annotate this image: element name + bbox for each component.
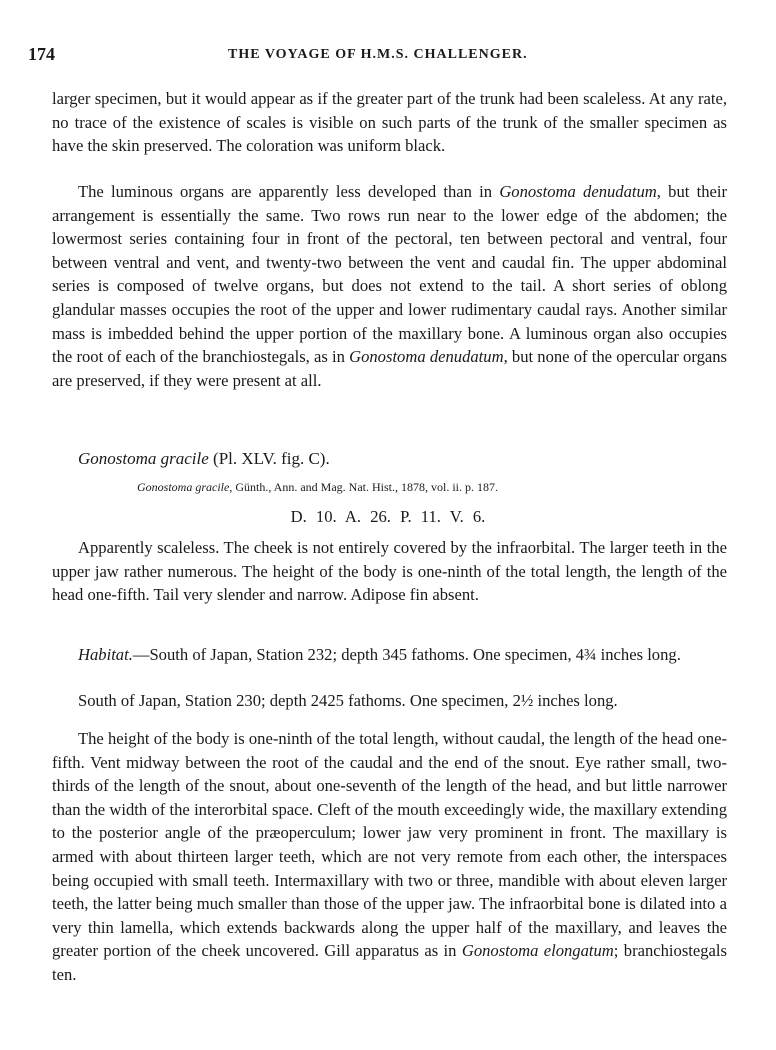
habitat-line-2 <box>52 689 727 713</box>
luminous-text-1: The luminous organs are apparently less developed than in <box>78 182 500 201</box>
luminous-organs-paragraph <box>52 180 727 392</box>
intro-text: larger specimen, but it would appear as if the greater part of the trunk had been scaleless. At any rate, no trace of the existence of scales is visible on such parts of the trunk of the smaller specimen as have the skin preserved. The coloration was uniform black. <box>52 89 727 156</box>
species-description-text: Apparently scaleless. The cheek is not entirely covered by the infraorbital. The larger teeth in the upper jaw rather numerous. The height of the body is one-ninth of the total length, the length of the head one-fifth. Tail very slender and narrow. Adipose fin absent. <box>52 538 727 605</box>
luminous-text-3: , but none of the opercular organs are preserved, if they were present at all. <box>52 347 727 390</box>
habitat-text-1: —South of Japan, Station 232; depth 345 fathoms. One specimen, 4¾ inches long. <box>132 645 681 664</box>
body-text-2: ; branchiostegals ten. <box>52 941 727 984</box>
species-ref-italic: Gonostoma denudatum <box>499 182 657 201</box>
page-number: 174 <box>28 44 55 64</box>
habitat-text-2: South of Japan, Station 230; depth 2425 fathoms. One specimen, 2½ inches long. <box>78 691 618 710</box>
habitat-label: Habitat. <box>78 645 133 664</box>
body-description-paragraph <box>52 727 727 987</box>
species-heading <box>78 448 330 470</box>
species-ref-italic: Gonostoma elongatum <box>461 941 614 961</box>
citation-source: , Günth., Ann. and Mag. Nat. Hist., 1878, vol. ii. p. 187. <box>229 480 498 494</box>
habitat-line-1 <box>52 643 727 667</box>
body-text-1: The height of the body is one-ninth of the total length, without caudal, the length of the head one-fifth. Vent midway between the root of the caudal and the end of the snout. Eye rather small, two-thirds of the length of the snout, about one-seventh of the length of the head, and but little narrower than the width of the interorbital space. Cleft of the mouth exceedingly wide, the maxillary extending to the posterior angle of the præoperculum; lower jaw very prominent in front. The maxillary is armed with about thirteen larger teeth, which are not very remote from each other, the interspaces being occupied with small teeth. Intermaxillary with two or three, mandible with about eleven larger teeth, the latter being much smaller than those of the upper jaw. The infraorbital bone is dilated into a very thin lamella, which extends backwards along the upper half of the maxillary, and leaves the greater portion of the cheek uncovered. Gill apparatus as in <box>52 729 727 961</box>
intro-paragraph <box>52 87 727 158</box>
citation-species-name: Gonostoma gracile <box>137 480 230 494</box>
running-head: THE VOYAGE OF H.M.S. CHALLENGER. <box>228 47 528 62</box>
species-name: Gonostoma gracile <box>78 449 209 468</box>
species-citation <box>137 479 498 495</box>
plate-reference: (Pl. XLV. fig. C). <box>208 449 330 468</box>
fin-formula: D. 10. A. 26. P. 11. V. 6. <box>290 507 486 526</box>
luminous-text-2: , but their arrangement is essentially the same. Two rows run near to the lower edge of the abdomen; the lowermost series containing four in front of the pectoral, ten between pectoral and ventral, four between ventral and vent, and twenty-two between the vent and caudal fin. The upper abdominal series is composed of twelve organs, but does not extend to the tail. A short series of oblong glandular masses occupies the root of the upper and lower rudimentary caudal rays. Another similar mass is imbedded behind the upper portion of the maxillary bone. A luminous organ also occupies the root of each of the branchiostegals, as in <box>52 182 727 367</box>
page-header <box>28 44 728 68</box>
species-description <box>52 536 727 607</box>
species-ref-italic: Gonostoma denudatum <box>349 347 504 367</box>
